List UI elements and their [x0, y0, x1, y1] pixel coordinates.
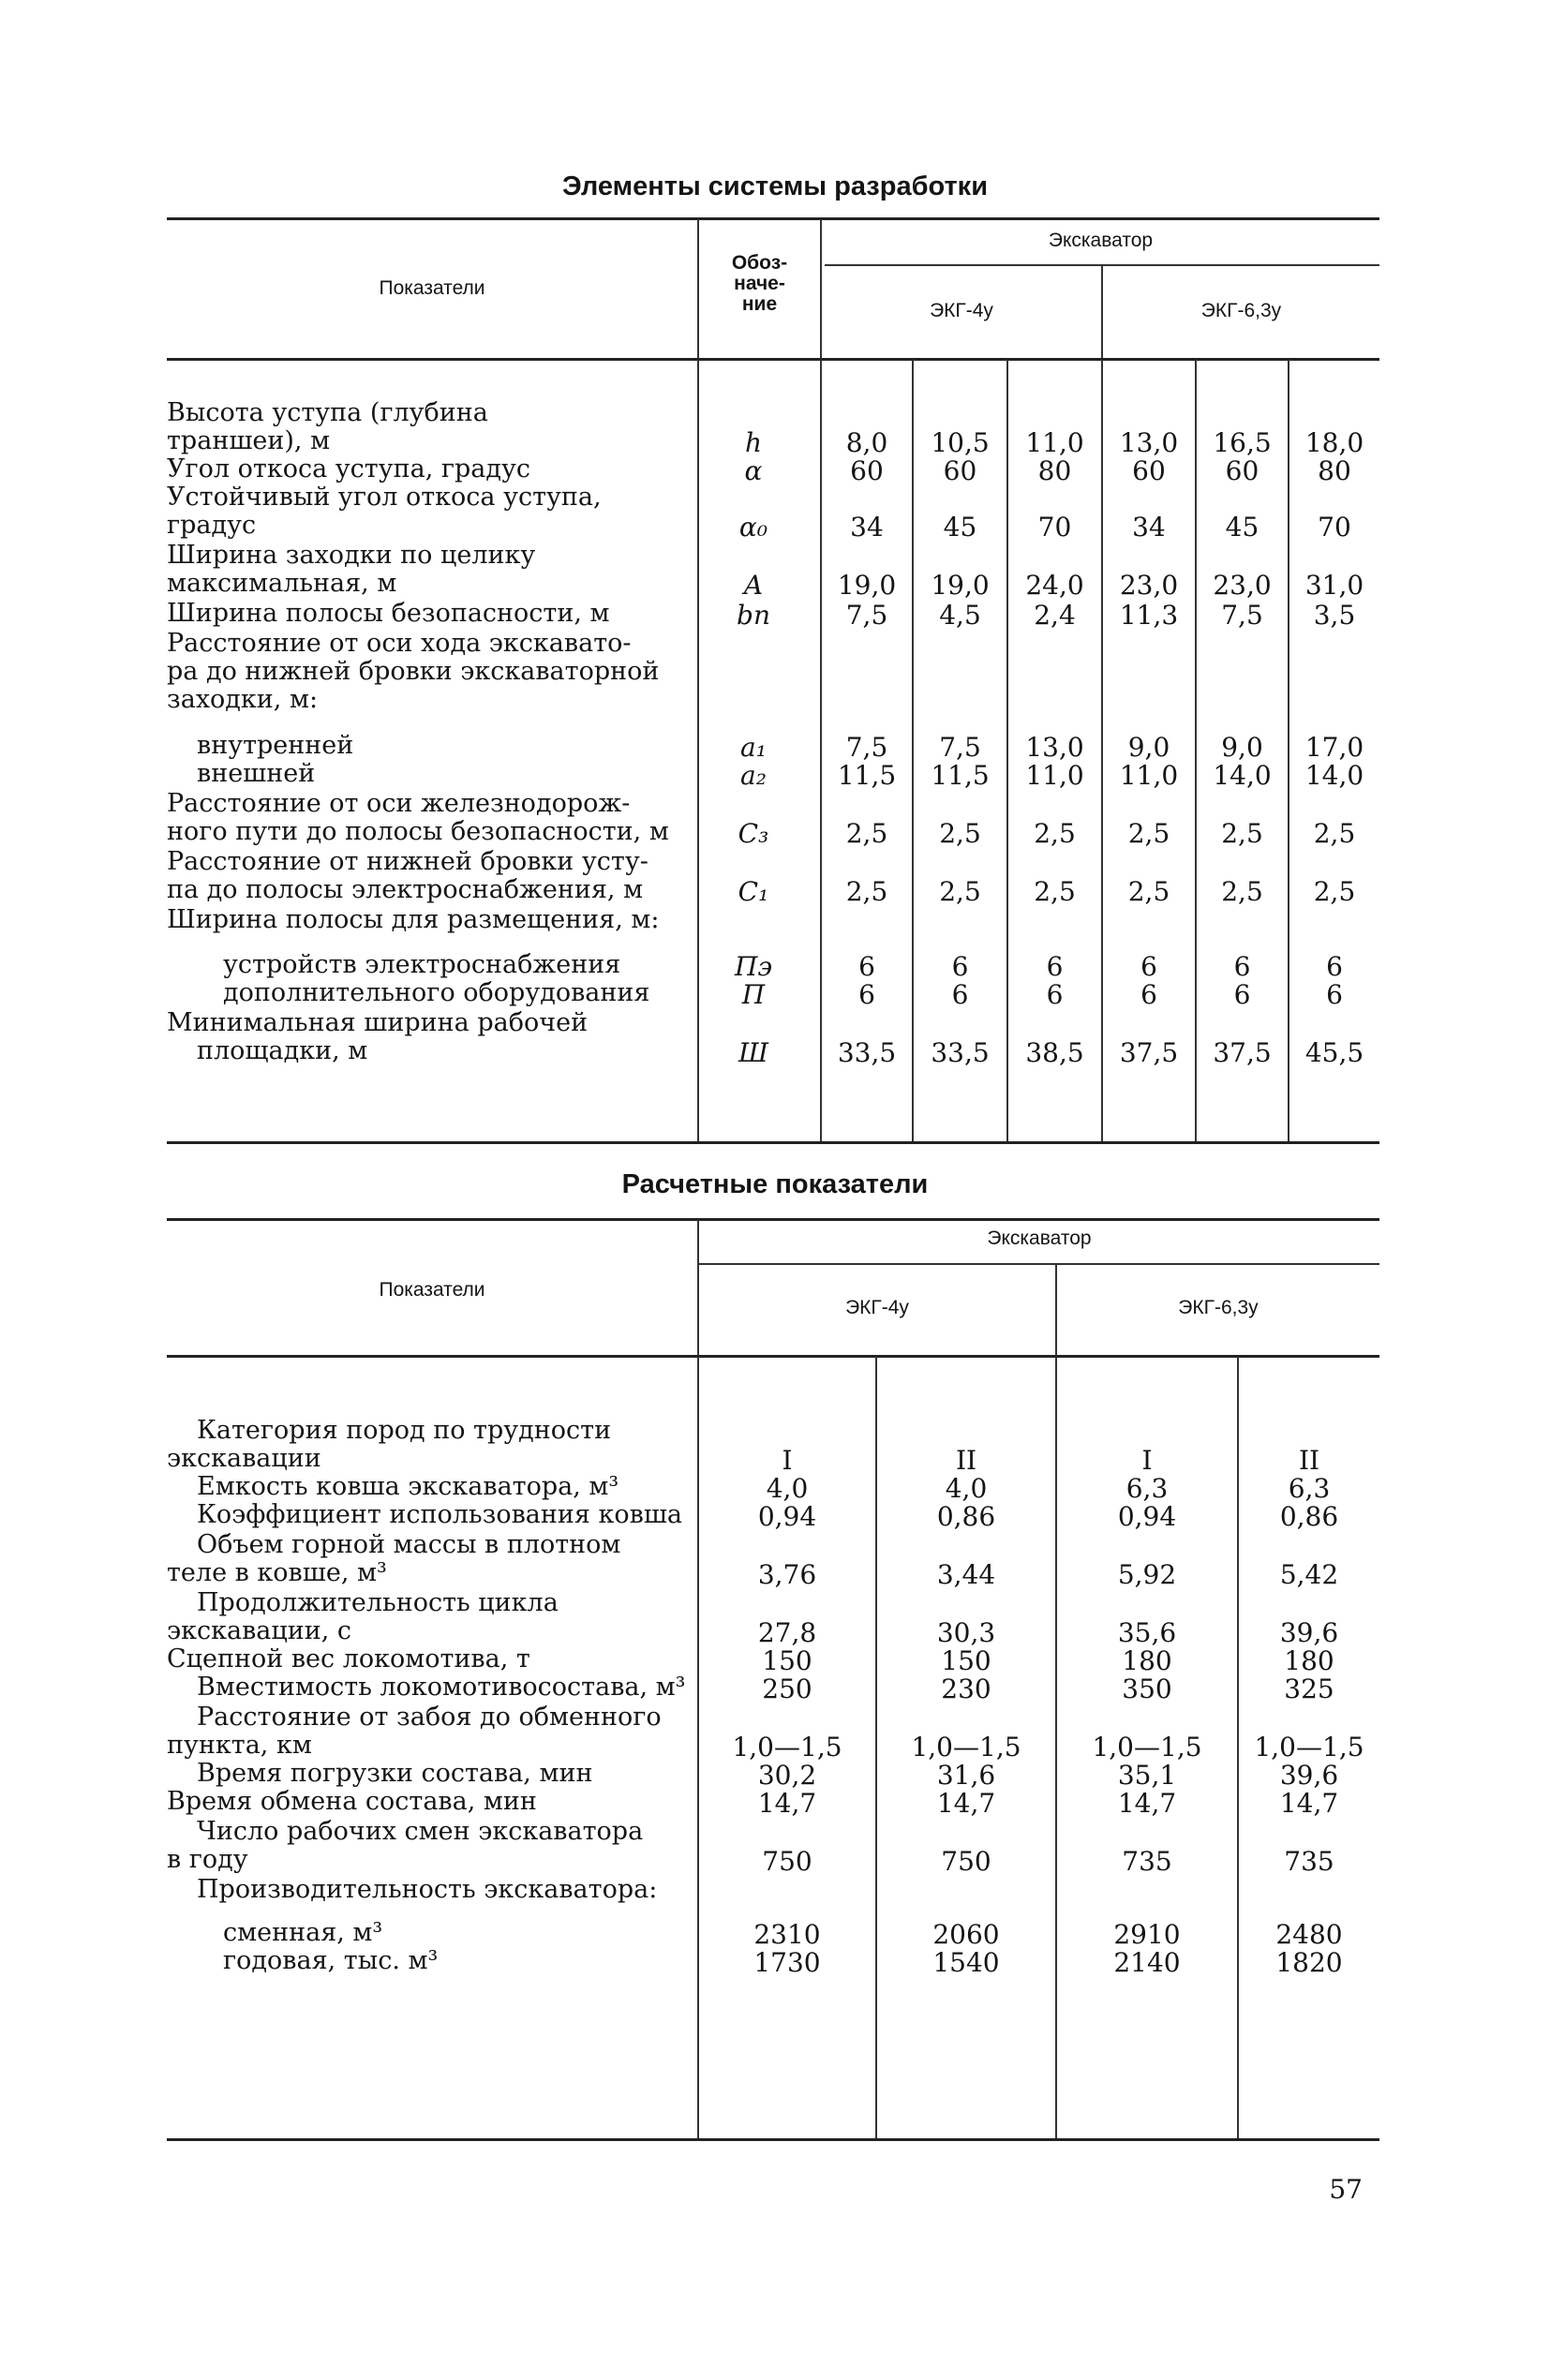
table-cell: II — [1298, 1445, 1320, 1476]
table-cell: 6 — [1326, 951, 1343, 982]
table-row-symbol: Пэ — [734, 951, 773, 982]
table-row-label: Ширина полосы безопасности, м — [167, 599, 610, 628]
table-row-label: внутренней — [197, 731, 354, 760]
table-cell: 0,94 — [757, 1501, 817, 1532]
table-cell: 13,0 — [1119, 427, 1179, 458]
table-cell: 3,44 — [936, 1559, 996, 1590]
table-cell: I — [782, 1445, 793, 1476]
table-row-label: Производительность экскаватора: — [197, 1875, 658, 1904]
table-row-label: заходки, м: — [167, 685, 319, 714]
table-cell: 2140 — [1113, 1947, 1181, 1978]
table-row-label: Время обмена состава, мин — [167, 1787, 537, 1816]
table-cell: 19,0 — [837, 570, 897, 601]
table-row-label: дополнительного оборудования — [223, 978, 650, 1007]
table-cell: 0,86 — [936, 1501, 996, 1532]
table-cell: 39,6 — [1279, 1617, 1339, 1648]
table-row-label: внешней — [197, 759, 316, 788]
table-cell: 14,0 — [1213, 760, 1272, 791]
table-cell: 1,0—1,5 — [732, 1732, 842, 1763]
table-cell: 5,42 — [1279, 1559, 1339, 1590]
table-cell: 45,5 — [1304, 1037, 1364, 1068]
table-row-symbol: Ш — [738, 1037, 768, 1068]
table-cell: 16,5 — [1213, 427, 1272, 458]
table-row-label: Число рабочих смен экскаватора — [197, 1817, 644, 1846]
table-cell: 6 — [858, 979, 875, 1010]
table-row-label: Продолжительность цикла — [197, 1588, 559, 1617]
table-row-label: Категория пород по трудности — [197, 1416, 612, 1445]
table-cell: 6 — [1046, 951, 1064, 982]
table-cell: 1820 — [1275, 1947, 1343, 1978]
table-cell: 14,7 — [1279, 1788, 1339, 1819]
table-row-symbol: A — [743, 570, 764, 601]
table2-header-model-ekg63: ЭКГ-6,3у — [1178, 1297, 1259, 1318]
table-row-symbol: a₁ — [740, 732, 767, 763]
table-cell: 23,0 — [1119, 570, 1179, 601]
table-cell: 11,0 — [1119, 760, 1179, 791]
table-cell: 13,0 — [1025, 732, 1084, 763]
table-cell: 7,5 — [845, 732, 888, 763]
table-row-label: Ширина заходки по целику — [167, 541, 536, 570]
table-row-symbol: C₁ — [738, 876, 769, 907]
table-cell: 1,0—1,5 — [1254, 1732, 1364, 1763]
table-cell: 33,5 — [931, 1037, 990, 1068]
table-cell: 150 — [941, 1645, 991, 1676]
table-row-label: ра до нижней бровки экскаваторной — [167, 657, 660, 686]
table-cell: 750 — [762, 1846, 812, 1877]
table-cell: 2,5 — [939, 876, 981, 907]
table-cell: 350 — [1122, 1673, 1172, 1704]
table-cell: 7,5 — [845, 600, 888, 631]
table-cell: 6 — [951, 951, 969, 982]
table-cell: 2060 — [932, 1919, 1000, 1950]
table1-bottom-rule — [167, 1141, 1379, 1144]
table-cell: 9,0 — [1221, 732, 1263, 763]
table-cell: 6 — [1233, 951, 1251, 982]
table-cell: 6 — [1140, 979, 1157, 1010]
table-cell: 6 — [1140, 951, 1157, 982]
table-cell: II — [955, 1445, 977, 1476]
table2-header-model-ekg4: ЭКГ-4у — [845, 1297, 909, 1318]
table1-top-rule — [167, 217, 1379, 220]
table-cell: 2,5 — [845, 876, 888, 907]
table2-header-bottom-rule — [167, 1355, 1379, 1358]
table-cell: 4,0 — [945, 1473, 988, 1504]
table-row-label: Расстояние от забоя до обменного — [197, 1703, 662, 1732]
table-cell: 60 — [943, 455, 977, 486]
table-cell: 2,5 — [1221, 876, 1263, 907]
table-row-label: Коэффициент использования ковша — [197, 1500, 683, 1529]
table-cell: 14,7 — [757, 1788, 817, 1819]
table-cell: 11,0 — [1025, 760, 1084, 791]
table2-title: Расчетные показатели — [621, 1169, 929, 1199]
table-cell: 180 — [1284, 1645, 1334, 1676]
table-row-label: градус — [167, 511, 257, 540]
table-row-label: Вместимость локомотивосостава, м³ — [197, 1673, 686, 1702]
table-cell: 750 — [941, 1846, 991, 1877]
table-cell: 37,5 — [1213, 1037, 1272, 1068]
table-cell: 38,5 — [1025, 1037, 1084, 1068]
table-cell: 30,3 — [936, 1617, 996, 1648]
table-cell: 180 — [1122, 1645, 1172, 1676]
table-row-label: ного пути до полосы безопасности, м — [167, 817, 669, 846]
table-row-label: максимальная, м — [167, 569, 397, 598]
table-cell: 70 — [1037, 512, 1072, 543]
table-cell: 1540 — [932, 1947, 1000, 1978]
table-cell: 6 — [1233, 979, 1251, 1010]
table-cell: 8,0 — [845, 427, 888, 458]
table-cell: 6 — [858, 951, 875, 982]
table-cell: 1,0—1,5 — [911, 1732, 1021, 1763]
table-row-label: сменная, м³ — [223, 1918, 383, 1947]
table1-header-model-ekg4: ЭКГ-4у — [930, 300, 993, 321]
table-cell: 735 — [1284, 1846, 1334, 1877]
table-cell: 2310 — [753, 1919, 821, 1950]
table-cell: 2,5 — [1034, 876, 1076, 907]
table-cell: 14,0 — [1304, 760, 1364, 791]
table-cell: 6 — [1326, 979, 1343, 1010]
table-row-label: Емкость ковша экскаватора, м³ — [197, 1472, 619, 1501]
table-row-label: экскавации, с — [167, 1616, 352, 1645]
table-row-symbol: a₂ — [740, 760, 767, 791]
table1-header-indicators: Показатели — [379, 277, 485, 299]
table-cell: 1730 — [753, 1947, 821, 1978]
table-cell: 735 — [1122, 1846, 1172, 1877]
table-cell: 2480 — [1275, 1919, 1343, 1950]
table-row-label: теле в ковше, м³ — [167, 1558, 387, 1587]
table-row-label: пункта, км — [167, 1731, 312, 1760]
table-cell: 150 — [762, 1645, 812, 1676]
table-row-label: Высота уступа (глубина — [167, 398, 488, 427]
table-cell: 1,0—1,5 — [1092, 1732, 1202, 1763]
table-cell: 0,94 — [1117, 1501, 1177, 1532]
page-number: 57 — [1329, 2174, 1363, 2205]
table-cell: 18,0 — [1304, 427, 1364, 458]
table-cell: 19,0 — [931, 570, 990, 601]
table-row-label: траншеи), м — [167, 426, 331, 455]
table-cell: 31,6 — [936, 1760, 996, 1791]
table2-header-excavator: Экскаватор — [987, 1227, 1092, 1249]
table-cell: 34 — [1132, 512, 1166, 543]
table-cell: 6 — [1046, 979, 1064, 1010]
table-cell: 9,0 — [1127, 732, 1170, 763]
table-cell: 250 — [762, 1673, 812, 1704]
table-cell: 11,5 — [931, 760, 990, 791]
table-cell: 2,5 — [1127, 876, 1170, 907]
table-row-label: площадки, м — [197, 1036, 368, 1065]
table-cell: 6,3 — [1288, 1473, 1331, 1504]
table-cell: 23,0 — [1213, 570, 1272, 601]
table1-header-model-ekg63: ЭКГ-6,3у — [1200, 300, 1282, 321]
table-cell: 31,0 — [1304, 570, 1364, 601]
table-cell: 10,5 — [931, 427, 990, 458]
table-cell: 2,4 — [1034, 600, 1076, 631]
table-row-label: Сцепной вес локомотива, т — [167, 1644, 530, 1673]
table-cell: 4,0 — [766, 1473, 809, 1504]
table1-header-symbol: Обоз- наче- ние — [731, 252, 788, 315]
table-cell: 45 — [1225, 512, 1259, 543]
table-row-symbol: П — [741, 979, 766, 1010]
table-cell: 2,5 — [939, 818, 981, 849]
table-row-label: устройств электроснабжения — [223, 950, 621, 979]
table-cell: I — [1141, 1445, 1153, 1476]
table-cell: 60 — [1132, 455, 1166, 486]
table-row-label: в году — [167, 1845, 248, 1874]
table-cell: 60 — [850, 455, 884, 486]
table-cell: 24,0 — [1025, 570, 1084, 601]
table-cell: 45 — [943, 512, 977, 543]
table-cell: 3,5 — [1313, 600, 1356, 631]
table-cell: 80 — [1318, 455, 1351, 486]
table-cell: 7,5 — [1221, 600, 1263, 631]
table2-header-indicators: Показатели — [379, 1279, 485, 1301]
table-cell: 6 — [951, 979, 969, 1010]
table-cell: 3,76 — [757, 1559, 817, 1590]
table-row-label: Ширина полосы для размещения, м: — [167, 905, 660, 934]
table-cell: 35,6 — [1117, 1617, 1177, 1648]
table-cell: 2,5 — [1034, 818, 1076, 849]
table-cell: 33,5 — [837, 1037, 897, 1068]
table-row-symbol: bп — [737, 600, 770, 631]
table-cell: 11,0 — [1025, 427, 1084, 458]
table2-bottom-rule — [167, 2138, 1379, 2141]
table-cell: 14,7 — [936, 1788, 996, 1819]
table-cell: 34 — [850, 512, 884, 543]
table-cell: 2,5 — [1221, 818, 1263, 849]
table-cell: 80 — [1037, 455, 1072, 486]
table-cell: 4,5 — [939, 600, 981, 631]
table-row-symbol: α₀ — [738, 512, 768, 543]
table-cell: 60 — [1225, 455, 1259, 486]
table1-header-excavator: Экскаватор — [1048, 230, 1154, 251]
table-row-symbol: C₃ — [738, 818, 769, 849]
table-cell: 0,86 — [1279, 1501, 1339, 1532]
table-row-label: Расстояние от оси железнодорож- — [167, 789, 631, 818]
table-row-symbol: α — [744, 455, 763, 486]
table-cell: 14,7 — [1117, 1788, 1177, 1819]
table-row-label: Расстояние от оси хода экскавато- — [167, 629, 632, 658]
table-cell: 17,0 — [1304, 732, 1364, 763]
table-row-label: Угол откоса уступа, градус — [167, 454, 531, 483]
table-row-label: Время погрузки состава, мин — [197, 1759, 593, 1788]
table-cell: 30,2 — [757, 1760, 817, 1791]
table-cell: 27,8 — [757, 1617, 817, 1648]
table2-header-sub-rule — [698, 1263, 1379, 1265]
table-cell: 2910 — [1113, 1919, 1181, 1950]
table-row-label: экскавации — [167, 1444, 321, 1473]
table1-title: Элементы системы разработки — [561, 171, 989, 201]
table-row-label: па до полосы электроснабжения, м — [167, 875, 644, 904]
table-cell: 6,3 — [1125, 1473, 1169, 1504]
table-cell: 2,5 — [1127, 818, 1170, 849]
table2-top-rule — [167, 1218, 1379, 1221]
table-cell: 325 — [1284, 1673, 1334, 1704]
table-cell: 11,3 — [1119, 600, 1179, 631]
table-row-symbol: h — [744, 427, 763, 458]
table-row-label: Минимальная ширина рабочей — [167, 1008, 589, 1037]
table-cell: 70 — [1318, 512, 1351, 543]
table-row-label: Объем горной массы в плотном — [197, 1530, 621, 1559]
table-cell: 5,92 — [1117, 1559, 1177, 1590]
table-cell: 11,5 — [837, 760, 897, 791]
table-cell: 37,5 — [1119, 1037, 1179, 1068]
table-cell: 2,5 — [1313, 876, 1356, 907]
table-row-label: Устойчивый угол откоса уступа, — [167, 483, 602, 512]
table1-header-bottom-rule — [167, 358, 1379, 361]
table-cell: 7,5 — [939, 732, 981, 763]
table-cell: 230 — [941, 1673, 991, 1704]
table-cell: 2,5 — [845, 818, 888, 849]
table-cell: 2,5 — [1313, 818, 1356, 849]
table-cell: 35,1 — [1117, 1760, 1177, 1791]
table-row-label: годовая, тыс. м³ — [223, 1946, 439, 1975]
table-cell: 39,6 — [1279, 1760, 1339, 1791]
table-row-label: Расстояние от нижней бровки усту- — [167, 847, 648, 876]
